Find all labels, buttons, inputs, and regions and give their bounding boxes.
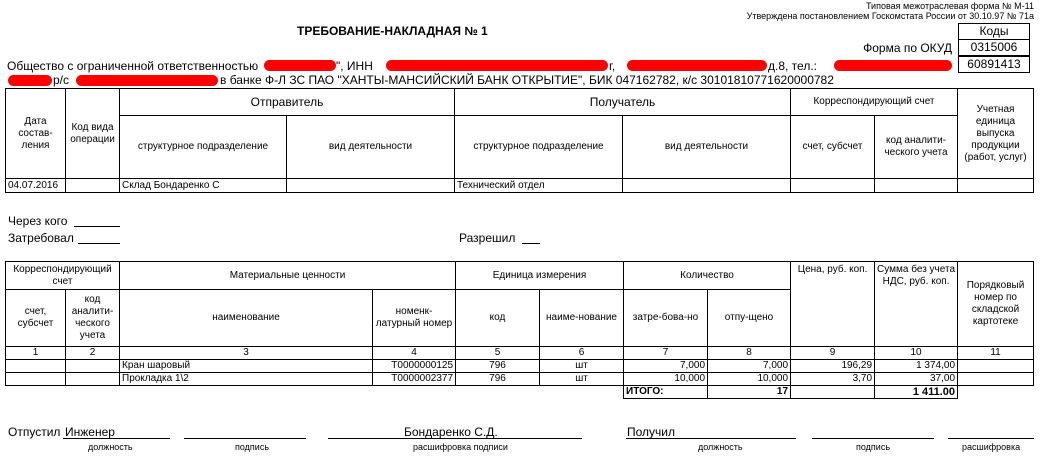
name-value: Бондаренко С.Д. <box>404 425 498 439</box>
signature-caption: подпись <box>235 442 270 452</box>
date-header: Дата состав-ления <box>6 89 66 179</box>
column-number: 5 <box>456 347 540 360</box>
total-sum: 1 411.00 <box>875 386 958 399</box>
position-value: Инженер <box>65 425 115 439</box>
table-row <box>6 360 1034 373</box>
redaction-mark <box>834 60 952 71</box>
redaction-mark <box>264 60 336 71</box>
materials-header: Материальные ценности <box>120 262 456 290</box>
allowed-label: Разрешил <box>459 231 516 245</box>
org-bank-details: в банке Ф-Л ЗС ПАО "ХАНТЫ-МАНСИЙСКИЙ БАНК ОТКРЫТИЕ", БИК 047162782, к/с 30101810771620000782 <box>220 73 834 87</box>
materials-table <box>5 261 1034 399</box>
corr-account-header: Корреспондирующий счет <box>6 262 120 290</box>
sum-header: Сумма без учета НДС, руб. коп. <box>875 262 958 347</box>
redaction-mark <box>627 60 767 71</box>
sender-header: Отправитель <box>120 89 455 116</box>
analytic-cell <box>875 179 958 193</box>
receiver-signature-caption: подпись <box>856 442 891 452</box>
total-label: ИТОГО: <box>624 386 708 399</box>
okud-value: 0315006 <box>958 39 1030 56</box>
receiver-division-cell: Технический отдел <box>455 179 623 193</box>
item-released: 7,000 <box>708 360 791 373</box>
decoding-caption: расшифровка подписи <box>413 442 508 452</box>
corr-account-header: Корреспондирующий счет <box>791 89 958 116</box>
item-name: Кран шаровый <box>120 360 373 373</box>
analytic-header: код аналити-ческого учета <box>66 290 120 347</box>
order-number-header: Порядковый номер по складской картотеке <box>958 262 1034 347</box>
redaction-mark <box>76 75 218 86</box>
total-released: 17 <box>708 386 791 399</box>
item-sum: 1 374,00 <box>875 360 958 373</box>
item-nomenclature: Т0000002377 <box>373 373 456 386</box>
received-by-label: Получил <box>627 425 675 439</box>
codes-label: Коды <box>958 23 1030 40</box>
sender-division-cell: Склад Бондаренко С <box>120 179 287 193</box>
through-label: Через кого <box>8 214 68 228</box>
receiver-decoding-line <box>948 438 1034 439</box>
form-type-label: Типовая межотраслевая форма № М-11 <box>865 1 1034 11</box>
account-header: счет, субсчет <box>791 116 875 179</box>
item-code: 796 <box>456 373 540 386</box>
receiver-decoding-caption: расшифровка <box>962 442 1021 452</box>
unit-name-header: наиме-нование <box>540 290 624 347</box>
document-title: ТРЕБОВАНИЕ-НАКЛАДНАЯ № 1 <box>297 24 488 38</box>
column-number: 6 <box>540 347 624 360</box>
item-sum: 37,00 <box>875 373 958 386</box>
account-cell <box>791 179 875 193</box>
released-by-label: Отпустил <box>8 425 61 439</box>
okud-label: Форма по ОКУД <box>863 41 952 55</box>
org-phone-label: д.8, тел.: <box>768 59 817 73</box>
org-account-label: р/с <box>53 73 70 87</box>
column-number: 4 <box>373 347 456 360</box>
through-line <box>74 226 120 227</box>
date-cell: 04.07.2016 <box>6 179 66 193</box>
approval-label: Утверждена постановлением Госкомстата России от 30.10.97 № 71а <box>746 11 1034 21</box>
released-header: отпу-щено <box>708 290 791 347</box>
price-header: Цена, руб. коп. <box>791 262 875 347</box>
item-price: 3,70 <box>791 373 875 386</box>
item-released: 10,000 <box>708 373 791 386</box>
item-price: 196,29 <box>791 360 875 373</box>
operation-code-header: Код вида операции <box>66 89 120 179</box>
column-number: 2 <box>66 347 120 360</box>
column-number: 3 <box>120 347 373 360</box>
redaction-mark <box>8 75 52 86</box>
requested-label: Затребовал <box>8 231 74 245</box>
column-number: 8 <box>708 347 791 360</box>
sender-division-header: структурное подразделение <box>120 116 287 179</box>
column-number: 7 <box>624 347 708 360</box>
receiver-division-header: структурное подразделение <box>455 116 623 179</box>
unit-cell <box>958 179 1034 193</box>
item-nomenclature: Т0000000125 <box>373 360 456 373</box>
unit-header: Единица измерения <box>456 262 624 290</box>
org-city-label: г, <box>609 59 616 73</box>
column-number: 11 <box>958 347 1034 360</box>
analytic-header: код аналити-ческого учета <box>875 116 958 179</box>
requested-line <box>78 243 120 244</box>
account-header: счет, субсчет <box>6 290 66 347</box>
total-row <box>6 386 1034 399</box>
nomenclature-header: номенк-латурный номер <box>373 290 456 347</box>
signature-line <box>184 438 306 439</box>
receiver-activity-cell <box>623 179 791 193</box>
header-table <box>5 88 1034 193</box>
unit-header: Учетная единица выпуска продукции (работ, услуг) <box>958 89 1034 179</box>
code-header: код <box>456 290 540 347</box>
receiver-position-line <box>626 438 796 439</box>
item-unit: шт <box>540 360 624 373</box>
okpo-value: 60891413 <box>958 56 1030 73</box>
column-number: 1 <box>6 347 66 360</box>
org-line-prefix: Общество с ограниченной ответственностью <box>7 59 259 73</box>
redaction-mark <box>386 60 608 71</box>
sender-activity-cell <box>287 179 455 193</box>
item-code: 796 <box>456 360 540 373</box>
receiver-activity-header: вид деятельности <box>623 116 791 179</box>
quantity-header: Количество <box>624 262 791 290</box>
item-requested: 10,000 <box>624 373 708 386</box>
receiver-signature-line <box>812 438 934 439</box>
org-inn-label: ", ИНН <box>336 59 373 73</box>
item-requested: 7,000 <box>624 360 708 373</box>
item-unit: шт <box>540 373 624 386</box>
receiver-header: Получатель <box>455 89 791 116</box>
allowed-line <box>522 243 540 244</box>
column-number: 9 <box>791 347 875 360</box>
table-row <box>6 373 1034 386</box>
operation-code-cell <box>66 179 120 193</box>
item-name: Прокладка 1\2 <box>120 373 373 386</box>
requested-header: затре-бова-но <box>624 290 708 347</box>
column-number: 10 <box>875 347 958 360</box>
sender-activity-header: вид деятельности <box>287 116 455 179</box>
position-caption: должность <box>88 442 133 452</box>
receiver-position-caption: должность <box>698 442 743 452</box>
name-header: наименование <box>120 290 373 347</box>
